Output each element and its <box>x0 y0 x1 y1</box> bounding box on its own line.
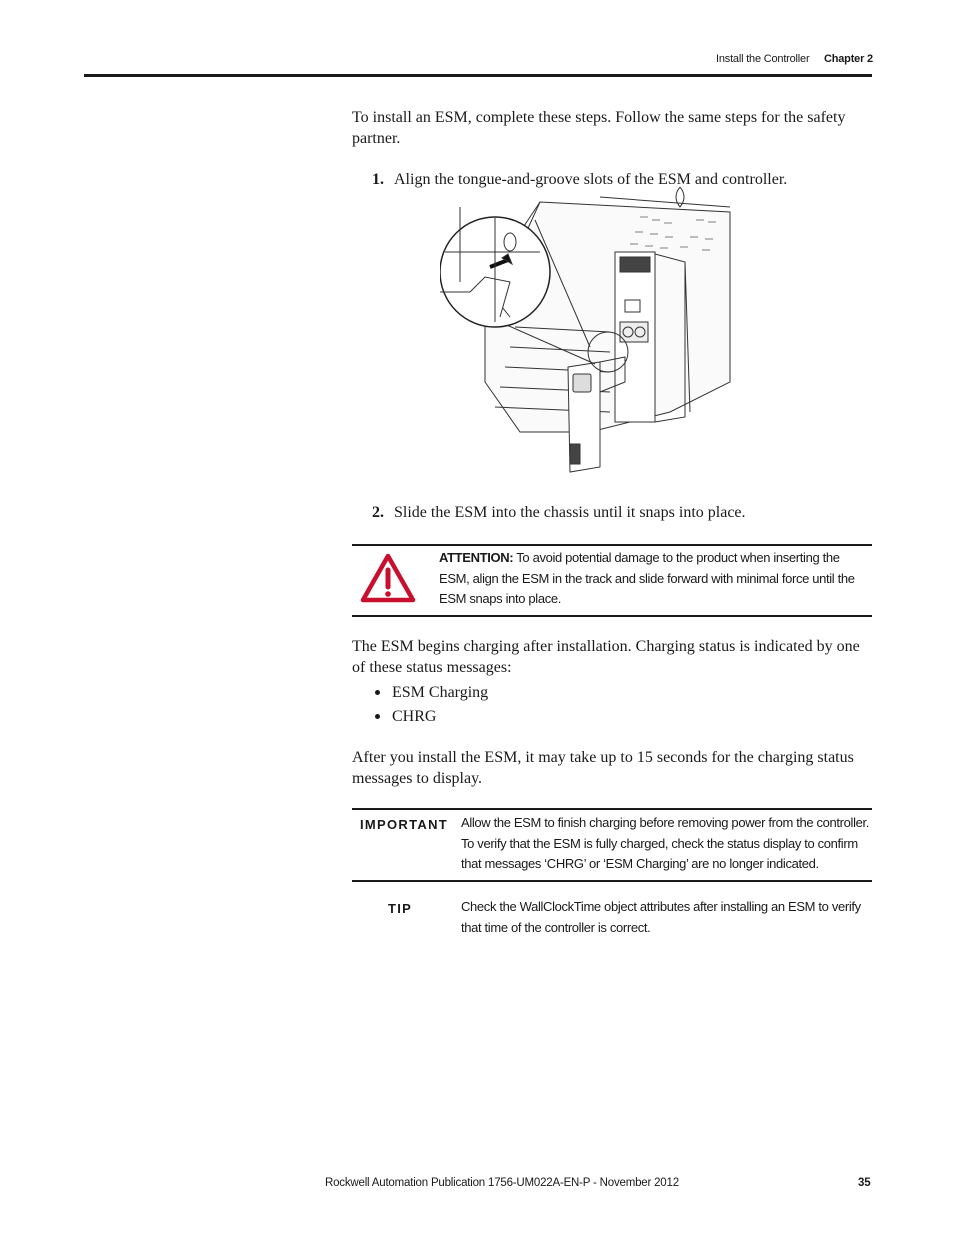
tip-label: TIP <box>388 901 413 916</box>
attention-text <box>439 548 867 610</box>
attention-bottom-rule <box>352 615 872 617</box>
attention-label: ATTENTION: <box>439 550 514 565</box>
after-install-paragraph: After you install the ESM, it may take up to 15 seconds for the charging status messages to display. <box>352 749 854 787</box>
step-1-text: Align the tongue-and-groove slots of the ESM and controller. <box>394 171 788 188</box>
step-1-number: 1. <box>372 171 384 188</box>
step-2-number: 2. <box>372 504 384 521</box>
bullet-icon <box>375 714 380 719</box>
list-item: CHRG <box>375 706 436 727</box>
header-rule <box>84 74 872 77</box>
important-text: Allow the ESM to finish charging before removing power from the controller. To verify that the ESM is fully charged, check the status display to confirm that messages ‘CHRG’ or ‘ESM Charging’ are no longer indicated. <box>461 815 870 871</box>
footer-page-number: 35 <box>858 1177 871 1189</box>
attention-top-rule <box>352 544 872 546</box>
charging-paragraph: The ESM begins charging after installation. Charging status is indicated by one of these status messages: <box>352 638 860 676</box>
important-top-rule <box>352 808 872 810</box>
footer-publication: Rockwell Automation Publication 1756-UM022A-EN-P - November 2012 <box>325 1177 679 1189</box>
list-item: ESM Charging <box>375 682 488 703</box>
important-label: IMPORTANT <box>360 817 449 832</box>
tip-text: Check the WallClockTime object attributes after installing an ESM to verify that time of the controller is correct. <box>461 899 861 935</box>
esm-installation-illustration <box>440 182 740 477</box>
running-header-chapter: Chapter 2 <box>824 53 873 65</box>
attention-body: To avoid potential damage to the product when inserting the ESM, align the ESM in the track and slide forward with minimal force until the ESM snaps into place. <box>439 550 855 606</box>
step-2 <box>372 502 746 523</box>
warning-triangle-icon <box>360 553 416 603</box>
intro-paragraph: To install an ESM, complete these steps. Follow the same steps for the safety partner. <box>352 109 846 147</box>
running-header-section: Install the Controller <box>716 53 810 65</box>
step-2-text: Slide the ESM into the chassis until it snaps into place. <box>394 504 746 521</box>
important-bottom-rule <box>352 880 872 882</box>
bullet-icon <box>375 690 380 695</box>
